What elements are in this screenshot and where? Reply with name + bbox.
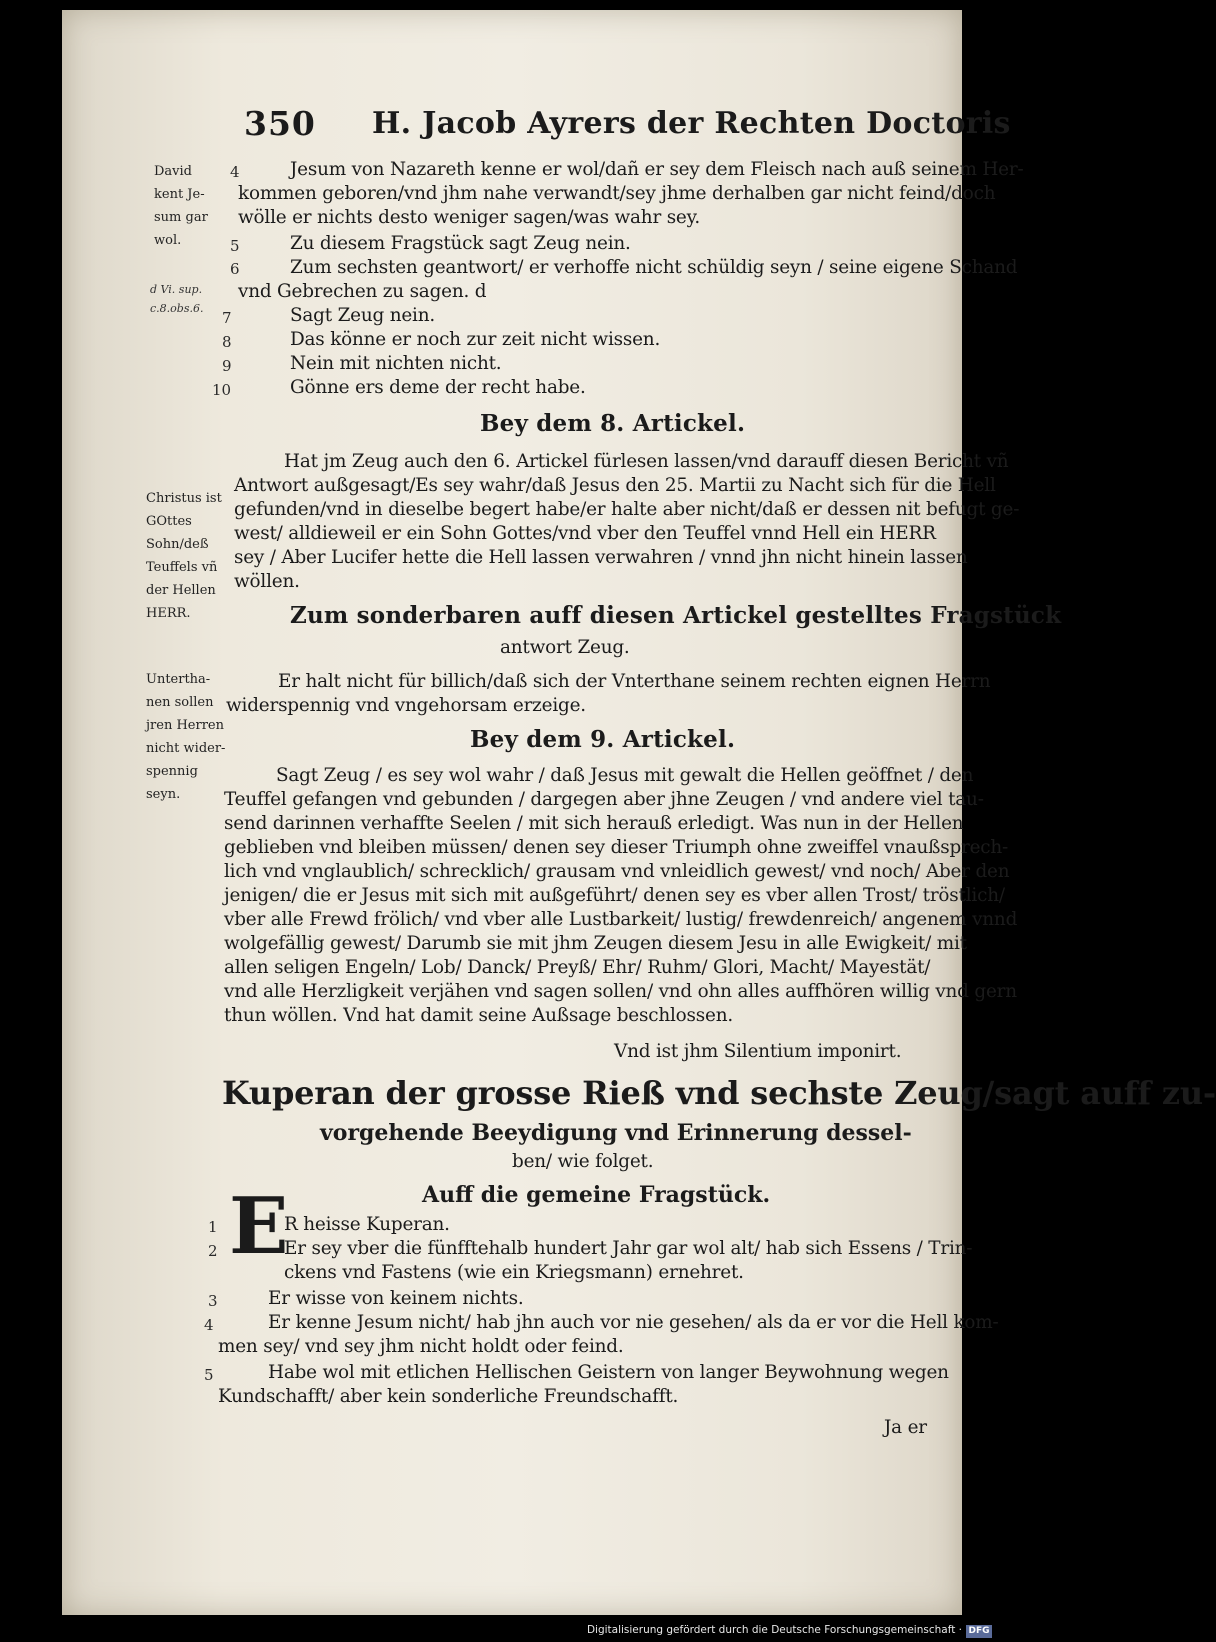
- line-number: 7: [222, 309, 232, 327]
- dfg-logo-icon: DFG: [966, 1625, 992, 1638]
- text-line: Das könne er noch zur zeit nicht wissen.: [290, 329, 661, 350]
- line-number: 10: [212, 381, 232, 399]
- catchword: Ja er: [884, 1417, 927, 1438]
- text-line: Teuffel gefangen vnd gebunden / dargegen aber jhne Zeugen / vnd andere viel tau-: [224, 789, 984, 810]
- line-number: 2: [208, 1242, 218, 1260]
- line-number: 4: [230, 163, 240, 181]
- text-line: wölle er nichts desto weniger sagen/was wahr sey.: [238, 207, 701, 228]
- text-line: Zu diesem Fragstück sagt Zeug nein.: [290, 233, 631, 254]
- text-line: Habe wol mit etlichen Hellischen Geistern von langer Beywohnung wegen: [268, 1362, 949, 1383]
- line-number: 8: [222, 333, 232, 351]
- footer-credit: Digitalisierung gefördert durch die Deutsche Forschungsgemeinschaft ·: [586, 1624, 962, 1636]
- text-line: thun wöllen. Vnd hat damit seine Außsage beschlossen.: [224, 1005, 733, 1026]
- section-heading-article-8: Bey dem 8. Artickel.: [480, 410, 746, 437]
- text-line: widerspennig vnd vngehorsam erzeige.: [226, 695, 586, 716]
- line-number: 5: [230, 237, 240, 255]
- text-line: geblieben vnd bleiben müssen/ denen sey dieser Triumph ohne zweiffel vnaußsprech-: [224, 837, 1009, 858]
- text-line: Hat jm Zeug auch den 6. Artickel fürlesen lassen/vnd darauff diesen Bericht vñ: [284, 451, 1009, 472]
- text-line: Sagt Zeug nein.: [290, 305, 435, 326]
- text-line: Gönne ers deme der recht habe.: [290, 377, 586, 398]
- line-number: 4: [204, 1316, 214, 1334]
- text-line: vnd Gebrechen zu sagen. d: [238, 281, 487, 302]
- section-subheading: antwort Zeug.: [500, 637, 630, 658]
- running-title: H. Jacob Ayrers der Rechten Doctoris: [372, 106, 1011, 141]
- text-line: allen seligen Engeln/ Lob/ Danck/ Preyß/ Ehr/ Ruhm/ Glori, Macht/ Mayestät/: [224, 957, 931, 978]
- text-line: send darinnen verhaffte Seelen / mit sich herauß erledigt. Was nun in der Hellen: [224, 813, 964, 834]
- text-line: Er halt nicht für billich/daß sich der Vnterthane seinem rechten eignen Herrn: [278, 671, 991, 692]
- line-number: 9: [222, 357, 232, 375]
- margin-note-christus: Christus ist GOttes Sohn/deß Teuffels vñ der Hellen HERR.: [146, 491, 222, 621]
- text-line: ckens vnd Fastens (wie ein Kriegsmann) ernehret.: [284, 1262, 744, 1283]
- text-line: wöllen.: [234, 571, 300, 592]
- section-heading-kuperan-line2: vorgehende Beeydigung vnd Erinnerung dessel-: [320, 1120, 912, 1146]
- text-line: vber alle Frewd frölich/ vnd vber alle Lustbarkeit/ lustig/ frewdenreich/ angenem vnnd: [224, 909, 1018, 930]
- text-line: gefunden/vnd in dieselbe begert habe/er halte aber nicht/daß er dessen nit befugt ge-: [234, 499, 1020, 520]
- margin-note-david: David kent Je- sum gar wol.: [154, 164, 208, 248]
- text-line: Nein mit nichten nicht.: [290, 353, 502, 374]
- text-line: men sey/ vnd sey jhm nicht holdt oder feind.: [218, 1336, 624, 1357]
- margin-note-reference: d Vi. sup. c.8.obs.6.: [150, 283, 204, 315]
- line-number: 5: [204, 1366, 214, 1384]
- line-number: 6: [230, 260, 240, 278]
- text-line: Er kenne Jesum nicht/ hab jhn auch vor nie gesehen/ als da er vor die Hell kom-: [268, 1312, 999, 1333]
- text-line: Zum sechsten geantwort/ er verhoffe nicht schüldig seyn / seine eigene Schand: [290, 257, 1018, 278]
- page-number: 350: [244, 104, 316, 143]
- margin-note-unterthanen: Untertha- nen sollen jren Herren nicht wider- spennig seyn.: [146, 672, 226, 802]
- section-heading-kuperan-line3: ben/ wie folget.: [512, 1151, 654, 1172]
- text-line: Er sey vber die fünfftehalb hundert Jahr gar wol alt/ hab sich Essens / Trin-: [284, 1238, 973, 1259]
- text-line: Er wisse von keinem nichts.: [268, 1288, 524, 1309]
- text-line: vnd alle Herzligkeit verjähen vnd sagen sollen/ vnd ohn alles auffhören willig vnd gern: [224, 981, 1017, 1002]
- text-line: wolgefällig gewest/ Darumb sie mit jhm Zeugen diesem Jesu in alle Ewigkeit/ mit: [224, 933, 967, 954]
- text-line: Kundschafft/ aber kein sonderliche Freundschafft.: [218, 1386, 679, 1407]
- line-number: 3: [208, 1292, 218, 1310]
- text-line: Jesum von Nazareth kenne er wol/dañ er sey dem Fleisch nach auß seinem Her-: [290, 159, 1024, 180]
- section-heading-article-9: Bey dem 9. Artickel.: [470, 726, 736, 753]
- section-heading-general-questions: Auff die gemeine Fragstück.: [422, 1182, 771, 1208]
- line-number: 1: [208, 1218, 218, 1236]
- section-heading-special-question: Zum sonderbaren auff diesen Artickel gestelltes Fragstück: [290, 602, 1062, 629]
- text-line: sey / Aber Lucifer hette die Hell lassen verwahren / vnnd jhn nicht hinein lassen: [234, 547, 968, 568]
- drop-cap: E: [229, 1181, 289, 1272]
- text-line: R heisse Kuperan.: [284, 1214, 450, 1235]
- text-line: Sagt Zeug / es sey wol wahr / daß Jesus mit gewalt die Hellen geöffnet / den: [276, 765, 974, 786]
- text-line: jenigen/ die er Jesus mit sich mit außgeführt/ denen sey es vber allen Trost/ tröstlich/: [224, 885, 1005, 906]
- silentium-note: Vnd ist jhm Silentium imponirt.: [614, 1041, 902, 1062]
- section-heading-kuperan: Kuperan der grosse Rieß vnd sechste Zeug/sagt auff zu-: [222, 1074, 1216, 1112]
- text-line: west/ alldieweil er ein Sohn Gottes/vnd vber den Teuffel vnnd Hell ein HERR: [234, 523, 936, 544]
- text-line: kommen geboren/vnd jhm nahe verwandt/sey jhme derhalben gar nicht feind/doch: [238, 183, 996, 204]
- text-line: lich vnd vnglaublich/ schrecklich/ grausam vnd vnleidlich gewest/ vnd noch/ Aber den: [224, 861, 1010, 882]
- text-line: Antwort außgesagt/Es sey wahr/daß Jesus den 25. Martii zu Nacht sich für die Hell: [234, 475, 996, 496]
- book-page: [62, 10, 1216, 1615]
